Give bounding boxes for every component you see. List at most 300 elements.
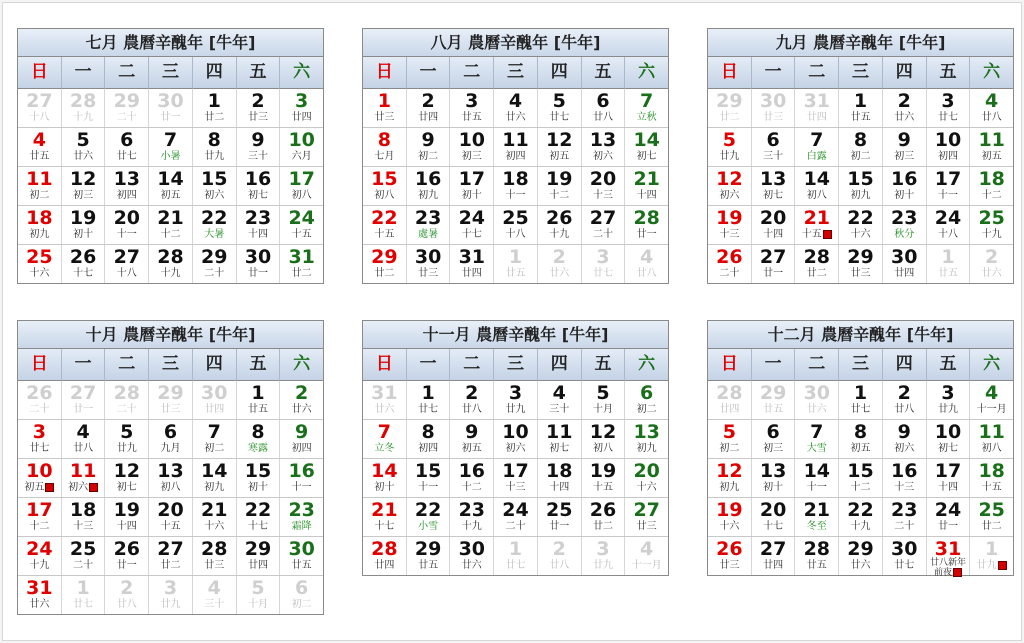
day-cell[interactable] bbox=[625, 498, 668, 536]
day-cell[interactable] bbox=[149, 245, 193, 283]
day-cell[interactable] bbox=[193, 89, 237, 127]
lunar-text: 廿三 bbox=[636, 521, 657, 532]
day-cell[interactable] bbox=[708, 167, 752, 205]
day-cell[interactable] bbox=[752, 245, 796, 283]
day-number: 20 bbox=[759, 207, 787, 229]
day-cell[interactable] bbox=[795, 128, 839, 166]
day-cell[interactable] bbox=[105, 89, 149, 127]
day-cell[interactable] bbox=[18, 459, 62, 497]
lunar-text: 廿六 bbox=[461, 560, 482, 571]
week-row bbox=[363, 128, 668, 167]
day-cell[interactable] bbox=[708, 498, 752, 536]
day-cell[interactable] bbox=[883, 537, 927, 575]
day-cell[interactable] bbox=[494, 420, 538, 458]
day-cell[interactable] bbox=[927, 128, 971, 166]
day-number: 12 bbox=[69, 168, 97, 190]
day-cell[interactable] bbox=[149, 576, 193, 614]
day-cell[interactable] bbox=[538, 381, 582, 419]
day-cell[interactable] bbox=[927, 206, 971, 244]
day-cell[interactable] bbox=[582, 459, 626, 497]
day-cell[interactable] bbox=[494, 459, 538, 497]
day-cell[interactable] bbox=[927, 381, 971, 419]
day-cell[interactable] bbox=[363, 167, 407, 205]
lunar-text: 三十 bbox=[247, 151, 268, 162]
day-cell[interactable] bbox=[62, 245, 106, 283]
day-cell[interactable] bbox=[363, 245, 407, 283]
day-cell[interactable] bbox=[795, 89, 839, 127]
day-number: 16 bbox=[458, 460, 486, 482]
day-cell[interactable] bbox=[494, 206, 538, 244]
day-cell[interactable] bbox=[62, 167, 106, 205]
day-number: 11 bbox=[978, 129, 1005, 151]
day-number: 23 bbox=[288, 499, 315, 521]
day-cell[interactable] bbox=[105, 381, 149, 419]
lunar-text: 初九 bbox=[418, 190, 439, 201]
lunar-text: 初六 bbox=[592, 151, 613, 162]
day-cell[interactable] bbox=[795, 206, 839, 244]
day-cell[interactable] bbox=[708, 381, 752, 419]
day-cell[interactable] bbox=[538, 498, 582, 536]
day-cell[interactable] bbox=[105, 459, 149, 497]
day-cell[interactable] bbox=[363, 537, 407, 575]
day-cell[interactable] bbox=[237, 128, 281, 166]
lunar-text: 廿七 bbox=[894, 560, 915, 571]
day-cell[interactable] bbox=[795, 167, 839, 205]
lunar-date bbox=[839, 482, 882, 494]
lunar-date bbox=[494, 112, 537, 124]
day-cell[interactable] bbox=[970, 206, 1013, 244]
day-cell[interactable] bbox=[795, 381, 839, 419]
day-cell[interactable] bbox=[883, 459, 927, 497]
day-cell[interactable] bbox=[494, 89, 538, 127]
day-cell[interactable] bbox=[582, 381, 626, 419]
day-number: 26 bbox=[589, 499, 617, 521]
day-cell[interactable] bbox=[839, 89, 883, 127]
day-cell[interactable] bbox=[927, 167, 971, 205]
day-cell[interactable] bbox=[407, 537, 451, 575]
day-cell[interactable] bbox=[795, 245, 839, 283]
day-cell[interactable] bbox=[582, 89, 626, 127]
lunar-text: 廿六 bbox=[73, 151, 94, 162]
lunar-date bbox=[450, 443, 493, 455]
day-cell[interactable] bbox=[839, 206, 883, 244]
day-cell[interactable] bbox=[105, 537, 149, 575]
day-cell[interactable] bbox=[193, 576, 237, 614]
day-number: 13 bbox=[759, 460, 787, 482]
day-cell[interactable] bbox=[970, 128, 1013, 166]
day-cell[interactable] bbox=[149, 381, 193, 419]
day-cell[interactable] bbox=[708, 420, 752, 458]
day-cell[interactable] bbox=[795, 459, 839, 497]
day-number: 15 bbox=[244, 460, 272, 482]
day-cell[interactable] bbox=[105, 128, 149, 166]
day-cell[interactable] bbox=[839, 537, 883, 575]
day-cell[interactable] bbox=[839, 128, 883, 166]
day-cell[interactable] bbox=[625, 381, 668, 419]
day-cell[interactable] bbox=[149, 459, 193, 497]
day-cell[interactable] bbox=[883, 128, 927, 166]
day-cell[interactable] bbox=[625, 206, 668, 244]
day-cell[interactable] bbox=[708, 537, 752, 575]
day-cell[interactable] bbox=[582, 537, 626, 575]
day-cell[interactable] bbox=[62, 420, 106, 458]
day-cell[interactable] bbox=[280, 206, 323, 244]
day-cell[interactable] bbox=[927, 89, 971, 127]
day-cell[interactable] bbox=[363, 206, 407, 244]
day-cell[interactable] bbox=[149, 167, 193, 205]
day-number: 24 bbox=[288, 207, 315, 229]
day-cell[interactable] bbox=[407, 381, 451, 419]
day-cell[interactable] bbox=[494, 245, 538, 283]
day-number: 19 bbox=[113, 499, 141, 521]
day-cell[interactable] bbox=[927, 498, 971, 536]
day-cell[interactable] bbox=[625, 128, 668, 166]
day-cell[interactable] bbox=[708, 206, 752, 244]
day-cell[interactable] bbox=[752, 206, 796, 244]
day-cell[interactable] bbox=[450, 459, 494, 497]
lunar-date bbox=[450, 112, 493, 124]
day-cell[interactable] bbox=[795, 498, 839, 536]
day-cell[interactable] bbox=[193, 498, 237, 536]
lunar-text: 初三 bbox=[461, 151, 482, 162]
lunar-text: 廿六 bbox=[549, 268, 570, 279]
day-number: 16 bbox=[891, 460, 918, 482]
day-number: 14 bbox=[157, 168, 184, 190]
lunar-text: 初二 bbox=[29, 190, 50, 201]
day-cell[interactable] bbox=[193, 381, 237, 419]
day-cell[interactable] bbox=[582, 128, 626, 166]
day-cell[interactable] bbox=[18, 206, 62, 244]
day-cell[interactable] bbox=[62, 576, 106, 614]
lunar-text: 廿八 bbox=[73, 443, 94, 454]
day-cell[interactable] bbox=[105, 420, 149, 458]
day-cell[interactable] bbox=[363, 420, 407, 458]
weekday-label: 四 bbox=[193, 349, 237, 381]
day-cell[interactable] bbox=[18, 576, 62, 614]
day-cell[interactable] bbox=[883, 245, 927, 283]
day-cell[interactable] bbox=[280, 576, 323, 614]
day-cell[interactable] bbox=[450, 420, 494, 458]
week-row bbox=[708, 245, 1013, 283]
day-cell[interactable] bbox=[407, 459, 451, 497]
day-cell[interactable] bbox=[193, 245, 237, 283]
lunar-text: 十七 bbox=[461, 229, 482, 240]
day-cell[interactable] bbox=[708, 89, 752, 127]
day-cell[interactable] bbox=[927, 459, 971, 497]
day-cell[interactable] bbox=[237, 420, 281, 458]
day-cell[interactable] bbox=[105, 206, 149, 244]
day-cell[interactable] bbox=[582, 420, 626, 458]
lunar-text: 十二 bbox=[981, 190, 1002, 201]
day-cell[interactable] bbox=[752, 167, 796, 205]
lunar-text: 廿八 bbox=[981, 112, 1002, 123]
lunar-date bbox=[149, 404, 192, 416]
day-cell[interactable] bbox=[883, 498, 927, 536]
day-cell[interactable] bbox=[538, 128, 582, 166]
day-cell[interactable] bbox=[62, 89, 106, 127]
day-cell[interactable] bbox=[752, 89, 796, 127]
lunar-text: 廿九 bbox=[976, 560, 997, 571]
day-cell[interactable] bbox=[752, 537, 796, 575]
day-cell[interactable] bbox=[970, 167, 1013, 205]
lunar-date bbox=[193, 268, 236, 280]
day-cell[interactable] bbox=[839, 167, 883, 205]
day-cell[interactable] bbox=[18, 245, 62, 283]
day-cell[interactable] bbox=[280, 537, 323, 575]
day-cell[interactable] bbox=[883, 167, 927, 205]
day-number: 10 bbox=[502, 421, 529, 443]
day-cell[interactable] bbox=[149, 498, 193, 536]
day-cell[interactable] bbox=[494, 537, 538, 575]
day-number: 1 bbox=[421, 382, 435, 404]
lunar-date bbox=[752, 229, 795, 241]
day-cell[interactable] bbox=[407, 245, 451, 283]
day-cell[interactable] bbox=[625, 420, 668, 458]
day-cell[interactable] bbox=[280, 245, 323, 283]
day-cell[interactable] bbox=[582, 498, 626, 536]
day-cell[interactable] bbox=[149, 89, 193, 127]
lunar-date bbox=[149, 112, 192, 124]
day-cell[interactable] bbox=[625, 459, 668, 497]
day-cell[interactable] bbox=[752, 459, 796, 497]
day-cell[interactable] bbox=[582, 167, 626, 205]
lunar-text: 秋分 bbox=[894, 229, 915, 240]
lunar-date bbox=[927, 229, 970, 241]
day-cell[interactable] bbox=[237, 167, 281, 205]
day-cell[interactable] bbox=[280, 420, 323, 458]
lunar-date bbox=[839, 112, 882, 124]
day-number: 9 bbox=[897, 421, 911, 443]
day-cell[interactable] bbox=[450, 245, 494, 283]
day-cell[interactable] bbox=[149, 206, 193, 244]
lunar-text: 十四 bbox=[116, 521, 137, 532]
day-cell[interactable] bbox=[970, 420, 1013, 458]
day-cell[interactable] bbox=[450, 381, 494, 419]
day-cell[interactable] bbox=[538, 459, 582, 497]
day-cell[interactable] bbox=[970, 89, 1013, 127]
day-cell[interactable] bbox=[970, 245, 1013, 283]
day-cell[interactable] bbox=[105, 167, 149, 205]
day-cell[interactable] bbox=[582, 206, 626, 244]
day-cell[interactable] bbox=[450, 498, 494, 536]
day-cell[interactable] bbox=[18, 498, 62, 536]
day-cell[interactable] bbox=[494, 128, 538, 166]
day-cell[interactable] bbox=[363, 459, 407, 497]
day-cell[interactable] bbox=[450, 167, 494, 205]
day-cell[interactable] bbox=[407, 420, 451, 458]
day-cell[interactable] bbox=[970, 498, 1013, 536]
day-number: 26 bbox=[69, 246, 97, 268]
day-cell[interactable] bbox=[149, 128, 193, 166]
solar-term-label bbox=[795, 521, 838, 533]
day-cell[interactable] bbox=[970, 459, 1013, 497]
day-cell[interactable] bbox=[18, 167, 62, 205]
day-number: 29 bbox=[414, 538, 442, 560]
day-cell[interactable] bbox=[839, 381, 883, 419]
day-cell[interactable] bbox=[839, 420, 883, 458]
day-cell[interactable] bbox=[708, 245, 752, 283]
day-cell[interactable] bbox=[149, 420, 193, 458]
day-cell[interactable] bbox=[62, 128, 106, 166]
lunar-text: 初七 bbox=[937, 443, 958, 454]
day-cell[interactable] bbox=[839, 498, 883, 536]
day-cell[interactable] bbox=[970, 537, 1013, 575]
day-cell[interactable] bbox=[625, 167, 668, 205]
day-cell[interactable] bbox=[18, 537, 62, 575]
day-cell[interactable] bbox=[363, 128, 407, 166]
day-cell[interactable] bbox=[280, 128, 323, 166]
day-cell[interactable] bbox=[538, 245, 582, 283]
day-cell[interactable] bbox=[237, 459, 281, 497]
day-cell[interactable] bbox=[407, 206, 451, 244]
lunar-date bbox=[193, 151, 236, 163]
day-cell[interactable] bbox=[407, 167, 451, 205]
day-number: 6 bbox=[766, 129, 780, 151]
day-cell[interactable] bbox=[18, 89, 62, 127]
day-cell[interactable] bbox=[407, 498, 451, 536]
day-cell[interactable] bbox=[538, 537, 582, 575]
day-cell[interactable] bbox=[407, 128, 451, 166]
day-cell[interactable] bbox=[193, 167, 237, 205]
day-cell[interactable] bbox=[450, 89, 494, 127]
day-cell[interactable] bbox=[494, 498, 538, 536]
lunar-date bbox=[105, 190, 148, 202]
day-number: 6 bbox=[766, 421, 780, 443]
day-cell[interactable] bbox=[105, 576, 149, 614]
day-cell[interactable] bbox=[927, 537, 971, 578]
day-cell[interactable] bbox=[538, 89, 582, 127]
day-cell[interactable] bbox=[280, 89, 323, 127]
day-cell[interactable] bbox=[927, 245, 971, 283]
day-number: 20 bbox=[157, 499, 184, 521]
lunar-date bbox=[795, 190, 838, 202]
day-number: 27 bbox=[589, 207, 617, 229]
day-cell[interactable] bbox=[62, 537, 106, 575]
lunar-date bbox=[494, 521, 537, 533]
day-cell[interactable] bbox=[407, 89, 451, 127]
day-cell[interactable] bbox=[363, 89, 407, 127]
lunar-date bbox=[708, 190, 751, 202]
day-cell[interactable] bbox=[752, 498, 796, 536]
day-cell[interactable] bbox=[18, 420, 62, 458]
day-cell[interactable] bbox=[62, 381, 106, 419]
lunar-date bbox=[795, 268, 838, 280]
day-number: 26 bbox=[546, 207, 573, 229]
day-cell[interactable] bbox=[237, 537, 281, 575]
day-cell[interactable] bbox=[538, 167, 582, 205]
day-cell[interactable] bbox=[883, 89, 927, 127]
day-number: 22 bbox=[414, 499, 442, 521]
day-number: 19 bbox=[716, 499, 743, 521]
day-cell[interactable] bbox=[193, 128, 237, 166]
day-cell[interactable] bbox=[752, 420, 796, 458]
day-cell[interactable] bbox=[795, 537, 839, 575]
lunar-date bbox=[62, 190, 105, 202]
day-cell[interactable] bbox=[625, 245, 668, 283]
day-cell[interactable] bbox=[280, 459, 323, 497]
day-cell[interactable] bbox=[237, 498, 281, 536]
day-cell[interactable] bbox=[363, 498, 407, 536]
day-cell[interactable] bbox=[883, 381, 927, 419]
day-cell[interactable] bbox=[927, 420, 971, 458]
week-row bbox=[18, 206, 323, 245]
day-cell[interactable] bbox=[237, 381, 281, 419]
day-number: 3 bbox=[32, 421, 46, 443]
day-cell[interactable] bbox=[538, 420, 582, 458]
day-cell[interactable] bbox=[450, 206, 494, 244]
day-cell[interactable] bbox=[280, 498, 323, 536]
day-cell[interactable] bbox=[839, 459, 883, 497]
lunar-date bbox=[18, 229, 61, 241]
day-cell[interactable] bbox=[18, 381, 62, 419]
day-cell[interactable] bbox=[62, 206, 106, 244]
day-cell[interactable] bbox=[708, 128, 752, 166]
day-cell[interactable] bbox=[18, 128, 62, 166]
day-cell[interactable] bbox=[237, 206, 281, 244]
lunar-text: 九月 bbox=[160, 443, 181, 454]
day-cell[interactable] bbox=[193, 420, 237, 458]
lunar-text: 二十 bbox=[204, 268, 225, 279]
day-cell[interactable] bbox=[883, 206, 927, 244]
day-number: 11 bbox=[546, 421, 573, 443]
day-cell[interactable] bbox=[752, 381, 796, 419]
day-cell[interactable] bbox=[237, 89, 281, 127]
lunar-text: 廿四 bbox=[418, 112, 439, 123]
day-cell[interactable] bbox=[193, 537, 237, 575]
day-cell[interactable] bbox=[494, 381, 538, 419]
day-number: 3 bbox=[465, 90, 479, 112]
day-cell[interactable] bbox=[237, 576, 281, 614]
day-cell[interactable] bbox=[105, 245, 149, 283]
weekday-label: 二 bbox=[795, 349, 839, 381]
day-cell[interactable] bbox=[795, 420, 839, 458]
day-cell[interactable] bbox=[538, 206, 582, 244]
day-cell[interactable] bbox=[62, 459, 106, 497]
lunar-text: 廿八新年前夜 bbox=[929, 558, 966, 578]
day-cell[interactable] bbox=[105, 498, 149, 536]
day-cell[interactable] bbox=[883, 420, 927, 458]
day-number: 15 bbox=[414, 460, 442, 482]
day-cell[interactable] bbox=[62, 498, 106, 536]
day-cell[interactable] bbox=[752, 128, 796, 166]
day-number: 16 bbox=[891, 168, 918, 190]
week-row bbox=[708, 89, 1013, 128]
day-cell[interactable] bbox=[625, 89, 668, 127]
lunar-text: 十四 bbox=[636, 190, 657, 201]
day-cell[interactable] bbox=[363, 381, 407, 419]
day-number: 4 bbox=[207, 577, 221, 599]
day-cell[interactable] bbox=[193, 459, 237, 497]
day-cell[interactable] bbox=[280, 167, 323, 205]
day-cell[interactable] bbox=[708, 459, 752, 497]
day-cell[interactable] bbox=[149, 537, 193, 575]
lunar-date bbox=[795, 482, 838, 494]
lunar-text: 二十 bbox=[116, 404, 137, 415]
calendar-title: 七月 農曆辛醜年 [牛年] bbox=[18, 29, 323, 57]
day-cell[interactable] bbox=[625, 537, 668, 575]
day-number: 4 bbox=[76, 421, 90, 443]
day-cell[interactable] bbox=[582, 245, 626, 283]
day-number: 1 bbox=[76, 577, 90, 599]
day-cell[interactable] bbox=[450, 128, 494, 166]
day-cell[interactable] bbox=[494, 167, 538, 205]
day-cell[interactable] bbox=[193, 206, 237, 244]
day-cell[interactable] bbox=[450, 537, 494, 575]
day-cell[interactable] bbox=[237, 245, 281, 283]
day-cell[interactable] bbox=[839, 245, 883, 283]
day-cell[interactable] bbox=[970, 381, 1013, 419]
day-cell[interactable] bbox=[280, 381, 323, 419]
